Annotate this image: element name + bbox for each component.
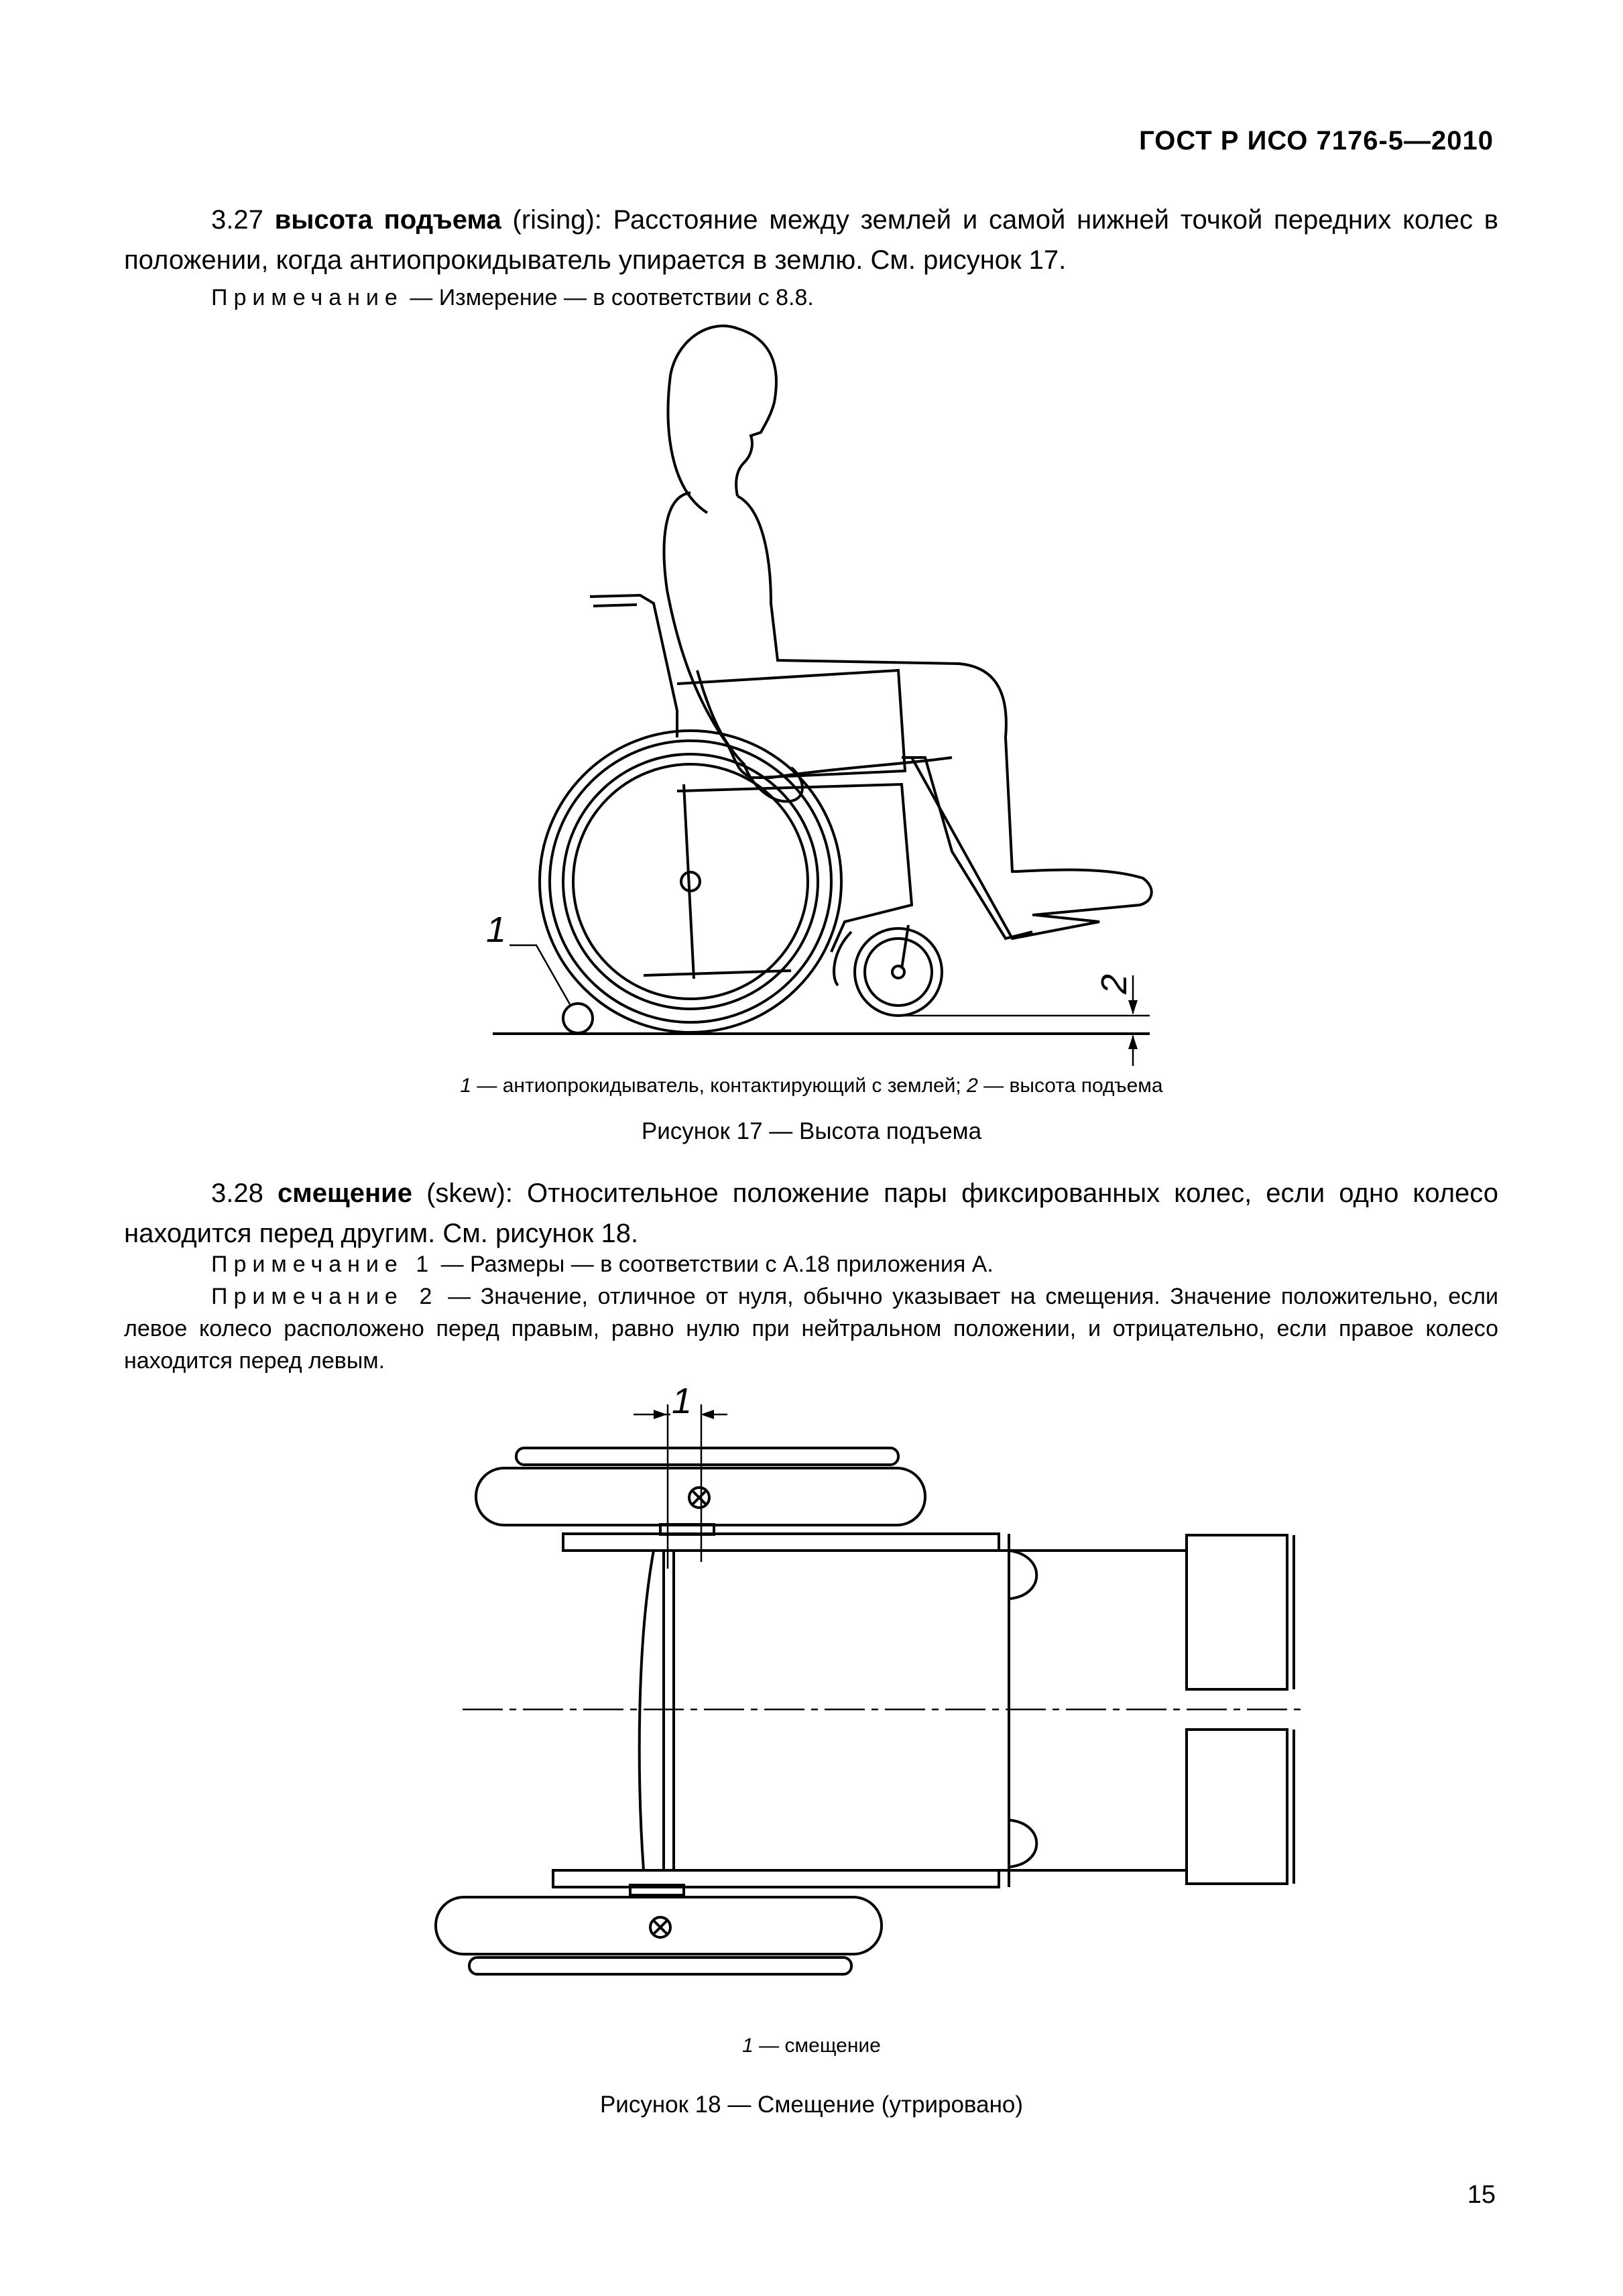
backrest-curve [640,1551,654,1870]
note-label: Примечание 2 [211,1284,438,1309]
top-side-rail [563,1534,999,1551]
anti-tipper-leader [509,945,570,1004]
rear-vertical-frame [684,784,694,979]
bottom-side-rail [553,1870,999,1887]
person-head [668,326,776,513]
page-number: 15 [1467,2181,1496,2209]
arrow-head-bottom [1128,1035,1138,1049]
figure-17-legend: 1 — антиопрокидыватель, контактирующий с землей; 2 — высота подъема [460,1075,1163,1097]
note-label: Примечание [211,285,404,310]
person-front [737,496,1152,915]
note-text: — Значение, отличное от нуля, обычно указывает на смещения. Значение положительно, если левое колесо расположено перед правым, равно нулю при нейтральном положении, и отрицательно, если правое колесо находится перед левым. [124,1284,1498,1374]
push-handle-inner [593,605,637,606]
figure-18-legend: 1 — смещение [742,2035,881,2057]
definition: (rising): Расстояние между землей и самой нижней точкой передних колес в положении, когда антиопрокидыватель упирается в землю. См. рисунок 17. [124,205,1499,275]
section-3-27-paragraph [124,200,1498,280]
note-label: Примечание 1 [211,1252,435,1277]
document-header: ГОСТ Р ИСО 7176-5—2010 [1139,126,1494,156]
label-2: 2 [1094,973,1134,994]
definition: (skew): Относительное положение пары фиксированных колес, если одно колесо находится перед другим. См. рисунок 18. [124,1179,1498,1248]
rear-wheel-rim [573,764,808,999]
section-number: 3.27 [211,205,263,235]
term: смещение [277,1179,413,1208]
bottom-wheel-handrim [469,1957,851,1974]
top-wheel-handrim [516,1448,898,1465]
section-3-28-note-1 [124,1248,1498,1280]
push-handle [590,595,677,737]
label-1: 1 [486,910,507,950]
front-caster-rim [865,939,932,1006]
front-frame [902,758,1032,939]
front-caster-wheel [855,928,942,1016]
arrow-head-top [1128,1000,1138,1014]
lower-frame [644,971,791,975]
rear-wheel-tire [550,741,831,1022]
section-3-27-note [124,282,1498,314]
section-number: 3.28 [211,1179,263,1208]
caster-top [1009,1551,1036,1599]
caster-bottom [1009,1820,1036,1867]
label-1: 1 [672,1381,693,1421]
seat-frame [677,670,905,778]
section-3-28-note-2 [124,1280,1498,1377]
section-3-28-paragraph [124,1173,1498,1254]
figure-18-skew-diagram [0,1374,1623,2045]
term: высота подъема [274,205,501,235]
figure-17-wheelchair-diagram [0,315,1623,1079]
figure-18-caption: Рисунок 18 — Смещение (утрировано) [599,2092,1024,2118]
bottom-footplate [1187,1730,1287,1884]
top-footplate [1187,1535,1287,1689]
note-text: — Размеры — в соответствии с А.18 приложения А. [440,1252,994,1277]
anti-tipper-wheel [563,1004,593,1033]
note-text: — Измерение — в соответствии с 8.8. [410,285,814,310]
caster-fork [834,925,908,985]
figure-17-caption: Рисунок 17 — Высота подъема [641,1118,982,1144]
